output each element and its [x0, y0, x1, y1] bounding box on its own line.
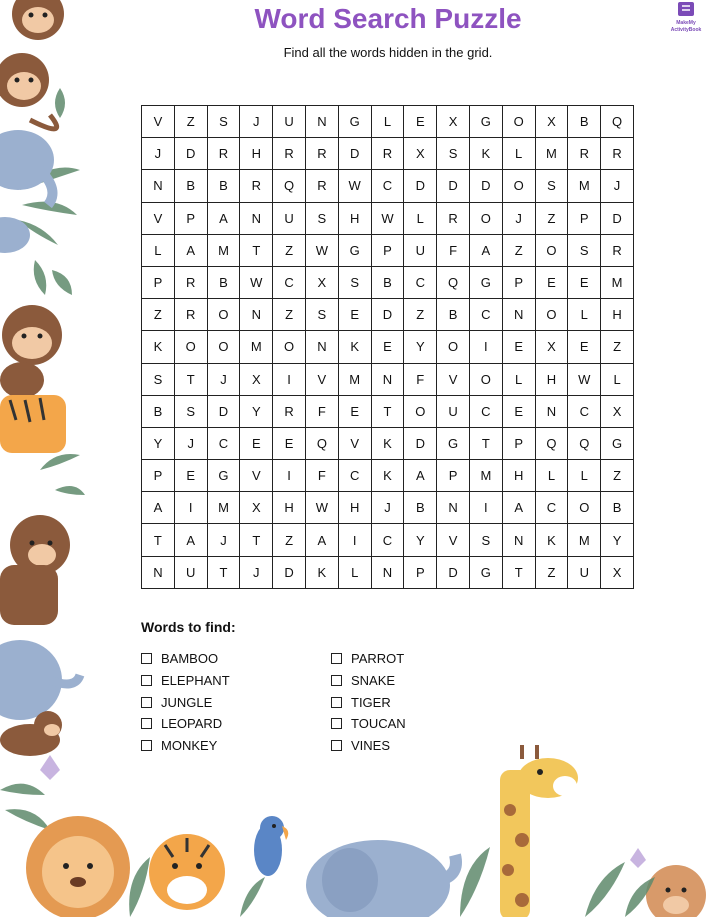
- grid-cell[interactable]: J: [240, 556, 273, 588]
- grid-cell[interactable]: P: [502, 266, 535, 298]
- word-item: [141, 670, 230, 692]
- grid-cell[interactable]: R: [273, 395, 306, 427]
- word-label: MONKEY: [161, 738, 218, 754]
- grid-cell[interactable]: C: [535, 492, 568, 524]
- grid-cell[interactable]: D: [273, 556, 306, 588]
- grid-cell[interactable]: I: [174, 492, 207, 524]
- grid-cell[interactable]: Q: [305, 427, 338, 459]
- grid-cell[interactable]: N: [240, 299, 273, 331]
- grid-cell[interactable]: L: [535, 460, 568, 492]
- grid-cell[interactable]: Z: [273, 299, 306, 331]
- grid-cell[interactable]: A: [404, 460, 437, 492]
- grid-cell[interactable]: Q: [568, 427, 601, 459]
- grid-cell[interactable]: Y: [404, 524, 437, 556]
- grid-row: [142, 427, 634, 459]
- word-item: [331, 670, 406, 692]
- grid-cell[interactable]: E: [174, 460, 207, 492]
- word-label: ELEPHANT: [161, 673, 230, 689]
- grid-cell[interactable]: O: [174, 331, 207, 363]
- grid-row: [142, 138, 634, 170]
- grid-cell[interactable]: S: [207, 106, 240, 138]
- grid-cell[interactable]: P: [502, 427, 535, 459]
- word-label: PARROT: [351, 651, 405, 667]
- grid-cell[interactable]: T: [240, 524, 273, 556]
- grid-cell[interactable]: E: [404, 106, 437, 138]
- grid-cell[interactable]: K: [338, 331, 371, 363]
- grid-cell[interactable]: Q: [437, 266, 470, 298]
- grid-cell[interactable]: E: [240, 427, 273, 459]
- word-search-grid: [141, 105, 634, 589]
- giraffe-icon: [500, 745, 578, 917]
- grid-cell[interactable]: M: [568, 524, 601, 556]
- grid-cell[interactable]: R: [240, 170, 273, 202]
- grid-cell[interactable]: G: [338, 234, 371, 266]
- grid-cell[interactable]: R: [437, 202, 470, 234]
- word-label: VINES: [351, 738, 391, 754]
- grid-row: [142, 492, 634, 524]
- grid-cell[interactable]: D: [207, 395, 240, 427]
- grid-cell[interactable]: Z: [502, 234, 535, 266]
- grid-row: [142, 202, 634, 234]
- grid-cell[interactable]: T: [207, 556, 240, 588]
- word-list-column-2: [331, 648, 406, 756]
- grid-cell[interactable]: P: [371, 234, 404, 266]
- grid-cell[interactable]: Q: [601, 106, 634, 138]
- grid-row: [142, 234, 634, 266]
- grid-cell[interactable]: I: [273, 363, 306, 395]
- grid-cell[interactable]: X: [535, 331, 568, 363]
- grid-cell[interactable]: N: [437, 492, 470, 524]
- grid-cell[interactable]: Y: [142, 427, 175, 459]
- grid-cell[interactable]: A: [174, 524, 207, 556]
- grid-cell[interactable]: B: [371, 266, 404, 298]
- grid-cell[interactable]: B: [174, 170, 207, 202]
- grid-cell[interactable]: G: [437, 427, 470, 459]
- tiger-icon: [0, 395, 66, 453]
- grid-cell[interactable]: L: [371, 106, 404, 138]
- grid-cell[interactable]: I: [469, 331, 502, 363]
- word-checkbox[interactable]: [141, 718, 152, 729]
- grid-cell[interactable]: W: [371, 202, 404, 234]
- grid-cell[interactable]: H: [535, 363, 568, 395]
- grid-cell[interactable]: K: [469, 138, 502, 170]
- grid-cell[interactable]: P: [437, 460, 470, 492]
- grid-cell[interactable]: F: [404, 363, 437, 395]
- grid-cell[interactable]: C: [273, 266, 306, 298]
- grid-row: [142, 556, 634, 588]
- grid-row: [142, 395, 634, 427]
- grid-cell[interactable]: O: [502, 170, 535, 202]
- grid-cell[interactable]: U: [568, 556, 601, 588]
- grid-cell[interactable]: N: [371, 363, 404, 395]
- grid-cell[interactable]: Z: [535, 202, 568, 234]
- grid-cell[interactable]: N: [240, 202, 273, 234]
- grid-cell[interactable]: U: [273, 202, 306, 234]
- grid-cell[interactable]: Q: [273, 170, 306, 202]
- grid-cell[interactable]: J: [502, 202, 535, 234]
- grid-cell[interactable]: T: [174, 363, 207, 395]
- grid-cell[interactable]: V: [437, 524, 470, 556]
- grid-cell[interactable]: H: [338, 492, 371, 524]
- grid-cell[interactable]: I: [469, 492, 502, 524]
- elephant-icon: [0, 640, 80, 720]
- grid-cell[interactable]: H: [502, 460, 535, 492]
- grid-cell[interactable]: R: [568, 138, 601, 170]
- parrot-icon: [254, 816, 288, 876]
- grid-cell[interactable]: S: [469, 524, 502, 556]
- grid-cell[interactable]: A: [469, 234, 502, 266]
- grid-cell[interactable]: L: [142, 234, 175, 266]
- grid-cell[interactable]: G: [207, 460, 240, 492]
- grid-cell[interactable]: Z: [601, 331, 634, 363]
- grid-cell[interactable]: J: [240, 106, 273, 138]
- grid-cell[interactable]: K: [371, 427, 404, 459]
- grid-cell[interactable]: Z: [273, 524, 306, 556]
- grid-cell[interactable]: R: [174, 266, 207, 298]
- grid-cell[interactable]: O: [207, 299, 240, 331]
- grid-cell[interactable]: C: [469, 299, 502, 331]
- grid-cell[interactable]: S: [568, 234, 601, 266]
- grid-cell[interactable]: G: [601, 427, 634, 459]
- grid-cell[interactable]: T: [142, 524, 175, 556]
- grid-cell[interactable]: L: [404, 202, 437, 234]
- grid-cell[interactable]: N: [502, 299, 535, 331]
- grid-cell[interactable]: J: [142, 138, 175, 170]
- grid-cell[interactable]: T: [371, 395, 404, 427]
- grid-cell[interactable]: A: [502, 492, 535, 524]
- grid-cell[interactable]: M: [207, 492, 240, 524]
- grid-cell[interactable]: L: [601, 363, 634, 395]
- grid-cell[interactable]: L: [568, 460, 601, 492]
- grid-cell[interactable]: W: [338, 170, 371, 202]
- word-label: BAMBOO: [161, 651, 219, 667]
- grid-cell[interactable]: H: [273, 492, 306, 524]
- grid-cell[interactable]: M: [601, 266, 634, 298]
- word-item: [141, 691, 230, 713]
- word-label: JUNGLE: [161, 694, 213, 710]
- grid-cell[interactable]: N: [305, 331, 338, 363]
- word-item: [141, 713, 230, 735]
- grid-cell[interactable]: J: [601, 170, 634, 202]
- word-checkbox[interactable]: [331, 740, 342, 751]
- grid-cell[interactable]: O: [535, 234, 568, 266]
- word-item: [331, 735, 406, 757]
- grid-cell[interactable]: E: [371, 331, 404, 363]
- word-item: [331, 691, 406, 713]
- grid-cell[interactable]: I: [273, 460, 306, 492]
- grid-cell[interactable]: F: [305, 395, 338, 427]
- grid-row: [142, 331, 634, 363]
- grid-cell[interactable]: Z: [142, 299, 175, 331]
- grid-cell[interactable]: X: [305, 266, 338, 298]
- grid-cell[interactable]: P: [174, 202, 207, 234]
- word-item: [141, 735, 230, 757]
- grid-cell[interactable]: R: [371, 138, 404, 170]
- grid-cell[interactable]: M: [338, 363, 371, 395]
- grid-cell[interactable]: V: [338, 427, 371, 459]
- grid-cell[interactable]: P: [568, 202, 601, 234]
- grid-cell[interactable]: Y: [601, 524, 634, 556]
- grid-cell[interactable]: O: [437, 331, 470, 363]
- grid-cell[interactable]: A: [207, 202, 240, 234]
- grid-cell[interactable]: M: [207, 234, 240, 266]
- grid-cell[interactable]: D: [437, 556, 470, 588]
- grid-cell[interactable]: D: [371, 299, 404, 331]
- grid-cell[interactable]: C: [371, 170, 404, 202]
- grid-cell[interactable]: B: [568, 106, 601, 138]
- grid-cell[interactable]: G: [469, 266, 502, 298]
- grid-cell[interactable]: H: [240, 138, 273, 170]
- word-label: TIGER: [351, 694, 391, 710]
- grid-cell[interactable]: T: [240, 234, 273, 266]
- grid-cell[interactable]: Z: [404, 299, 437, 331]
- grid-cell[interactable]: R: [174, 299, 207, 331]
- grid-cell[interactable]: S: [305, 299, 338, 331]
- grid-cell[interactable]: E: [273, 427, 306, 459]
- grid-cell[interactable]: F: [437, 234, 470, 266]
- grid-row: [142, 299, 634, 331]
- grid-cell[interactable]: E: [535, 266, 568, 298]
- grid-cell[interactable]: O: [404, 395, 437, 427]
- grid-cell[interactable]: Z: [535, 556, 568, 588]
- word-checkbox[interactable]: [141, 675, 152, 686]
- grid-cell[interactable]: O: [207, 331, 240, 363]
- grid-cell[interactable]: S: [142, 363, 175, 395]
- word-list-column-1: [141, 648, 230, 756]
- grid-cell[interactable]: N: [502, 524, 535, 556]
- grid-cell[interactable]: E: [568, 266, 601, 298]
- svg-text:ActivityBook: ActivityBook: [670, 27, 702, 33]
- grid-cell[interactable]: S: [305, 202, 338, 234]
- grid-row: [142, 106, 634, 138]
- page-subtitle: Find all the words hidden in the grid.: [283, 45, 493, 60]
- grid-cell[interactable]: H: [601, 299, 634, 331]
- monkey-icon: [0, 305, 62, 398]
- grid-cell[interactable]: C: [338, 460, 371, 492]
- grid-cell[interactable]: Y: [240, 395, 273, 427]
- words-heading: Words to find:: [141, 619, 236, 635]
- grid-cell[interactable]: O: [568, 492, 601, 524]
- grid-cell[interactable]: S: [338, 266, 371, 298]
- grid-cell[interactable]: U: [273, 106, 306, 138]
- grid-cell[interactable]: H: [338, 202, 371, 234]
- grid-cell[interactable]: K: [371, 460, 404, 492]
- grid-cell[interactable]: O: [535, 299, 568, 331]
- grid-row: [142, 524, 634, 556]
- grid-cell[interactable]: E: [338, 395, 371, 427]
- word-item: [331, 713, 406, 735]
- grid-cell[interactable]: C: [404, 266, 437, 298]
- grid-cell[interactable]: U: [437, 395, 470, 427]
- grid-cell[interactable]: A: [305, 524, 338, 556]
- word-checkbox[interactable]: [141, 697, 152, 708]
- grid-cell[interactable]: N: [371, 556, 404, 588]
- grid-cell[interactable]: F: [305, 460, 338, 492]
- grid-cell[interactable]: O: [502, 106, 535, 138]
- tiger-icon: [149, 834, 225, 910]
- grid-cell[interactable]: O: [273, 331, 306, 363]
- grid-cell[interactable]: S: [535, 170, 568, 202]
- grid-cell[interactable]: X: [240, 492, 273, 524]
- grid-cell[interactable]: N: [535, 395, 568, 427]
- grid-cell[interactable]: B: [601, 492, 634, 524]
- grid-cell[interactable]: X: [601, 395, 634, 427]
- word-checkbox[interactable]: [331, 675, 342, 686]
- grid-cell[interactable]: T: [469, 427, 502, 459]
- grid-cell[interactable]: P: [404, 556, 437, 588]
- grid-cell[interactable]: N: [305, 106, 338, 138]
- grid-cell[interactable]: X: [240, 363, 273, 395]
- grid-cell[interactable]: D: [601, 202, 634, 234]
- grid-cell[interactable]: L: [338, 556, 371, 588]
- grid-cell[interactable]: B: [437, 299, 470, 331]
- grid-cell[interactable]: S: [437, 138, 470, 170]
- grid-cell[interactable]: N: [142, 556, 175, 588]
- word-label: LEOPARD: [161, 716, 223, 732]
- grid-cell[interactable]: U: [174, 556, 207, 588]
- grid-cell[interactable]: Z: [601, 460, 634, 492]
- grid-cell[interactable]: S: [174, 395, 207, 427]
- grid-cell[interactable]: M: [240, 331, 273, 363]
- grid-cell[interactable]: R: [273, 138, 306, 170]
- grid-cell[interactable]: P: [142, 460, 175, 492]
- bear-icon: [0, 515, 70, 625]
- word-checkbox[interactable]: [331, 697, 342, 708]
- grid-cell[interactable]: K: [142, 331, 175, 363]
- grid-cell[interactable]: L: [502, 363, 535, 395]
- grid-cell[interactable]: T: [502, 556, 535, 588]
- grid-cell[interactable]: Z: [273, 234, 306, 266]
- lion-icon: [26, 816, 130, 917]
- grid-cell[interactable]: Z: [174, 106, 207, 138]
- grid-cell[interactable]: C: [371, 524, 404, 556]
- grid-cell[interactable]: N: [142, 170, 175, 202]
- svg-text:MakeMy: MakeMy: [676, 20, 696, 26]
- grid-cell[interactable]: X: [535, 106, 568, 138]
- grid-cell[interactable]: V: [437, 363, 470, 395]
- grid-cell[interactable]: B: [404, 492, 437, 524]
- logo-icon: [666, 0, 706, 36]
- grid-row: [142, 266, 634, 298]
- grid-cell[interactable]: Q: [535, 427, 568, 459]
- grid-cell[interactable]: I: [338, 524, 371, 556]
- grid-cell[interactable]: V: [305, 363, 338, 395]
- grid-cell[interactable]: O: [469, 363, 502, 395]
- word-checkbox[interactable]: [331, 653, 342, 664]
- grid-cell[interactable]: G: [469, 106, 502, 138]
- grid-cell[interactable]: K: [305, 556, 338, 588]
- word-checkbox[interactable]: [331, 718, 342, 729]
- grid-cell[interactable]: J: [371, 492, 404, 524]
- grid-cell[interactable]: E: [568, 331, 601, 363]
- grid-cell[interactable]: G: [469, 556, 502, 588]
- grid-cell[interactable]: E: [502, 395, 535, 427]
- grid-cell[interactable]: J: [207, 524, 240, 556]
- grid-cell[interactable]: C: [207, 427, 240, 459]
- grid-cell[interactable]: C: [568, 395, 601, 427]
- word-checkbox[interactable]: [141, 740, 152, 751]
- grid-cell[interactable]: A: [174, 234, 207, 266]
- grid-cell[interactable]: G: [338, 106, 371, 138]
- grid-cell[interactable]: C: [469, 395, 502, 427]
- grid-cell[interactable]: R: [601, 138, 634, 170]
- grid-row: [142, 363, 634, 395]
- grid-cell[interactable]: V: [142, 106, 175, 138]
- grid-cell[interactable]: A: [142, 492, 175, 524]
- grid-cell[interactable]: O: [469, 202, 502, 234]
- word-item: [141, 648, 230, 670]
- grid-cell[interactable]: D: [437, 170, 470, 202]
- grid-cell[interactable]: J: [174, 427, 207, 459]
- grid-cell[interactable]: B: [207, 266, 240, 298]
- grid-cell[interactable]: X: [601, 556, 634, 588]
- grid-cell[interactable]: V: [240, 460, 273, 492]
- grid-cell[interactable]: W: [305, 234, 338, 266]
- grid-cell[interactable]: R: [207, 138, 240, 170]
- grid-cell[interactable]: X: [437, 106, 470, 138]
- page-title: Word Search Puzzle: [254, 3, 522, 34]
- grid-cell[interactable]: W: [568, 363, 601, 395]
- word-item: [331, 648, 406, 670]
- grid-cell[interactable]: X: [404, 138, 437, 170]
- grid-cell[interactable]: M: [469, 460, 502, 492]
- grid-row: [142, 460, 634, 492]
- grid-cell[interactable]: L: [502, 138, 535, 170]
- grid-cell[interactable]: D: [338, 138, 371, 170]
- monkey-icon: [0, 53, 57, 129]
- grid-cell[interactable]: J: [207, 363, 240, 395]
- grid-cell[interactable]: R: [305, 138, 338, 170]
- grid-cell[interactable]: E: [338, 299, 371, 331]
- word-label: TOUCAN: [351, 716, 406, 732]
- grid-cell[interactable]: M: [568, 170, 601, 202]
- grid-cell[interactable]: E: [502, 331, 535, 363]
- grid-cell[interactable]: P: [142, 266, 175, 298]
- grid-row: [142, 170, 634, 202]
- word-label: SNAKE: [351, 673, 396, 689]
- grid-cell[interactable]: W: [240, 266, 273, 298]
- grid-cell[interactable]: K: [535, 524, 568, 556]
- elephant-icon: [306, 840, 456, 917]
- grid-cell[interactable]: B: [142, 395, 175, 427]
- grid-cell[interactable]: R: [601, 234, 634, 266]
- grid-cell[interactable]: D: [174, 138, 207, 170]
- grid-cell[interactable]: Y: [404, 331, 437, 363]
- bear-icon: [646, 865, 706, 917]
- grid-cell[interactable]: U: [404, 234, 437, 266]
- grid-cell[interactable]: M: [535, 138, 568, 170]
- grid-cell[interactable]: D: [404, 427, 437, 459]
- grid-cell[interactable]: D: [469, 170, 502, 202]
- grid-cell[interactable]: R: [305, 170, 338, 202]
- grid-cell[interactable]: D: [404, 170, 437, 202]
- grid-cell[interactable]: B: [207, 170, 240, 202]
- grid-cell[interactable]: V: [142, 202, 175, 234]
- grid-cell[interactable]: W: [305, 492, 338, 524]
- grid-cell[interactable]: L: [568, 299, 601, 331]
- word-checkbox[interactable]: [141, 653, 152, 664]
